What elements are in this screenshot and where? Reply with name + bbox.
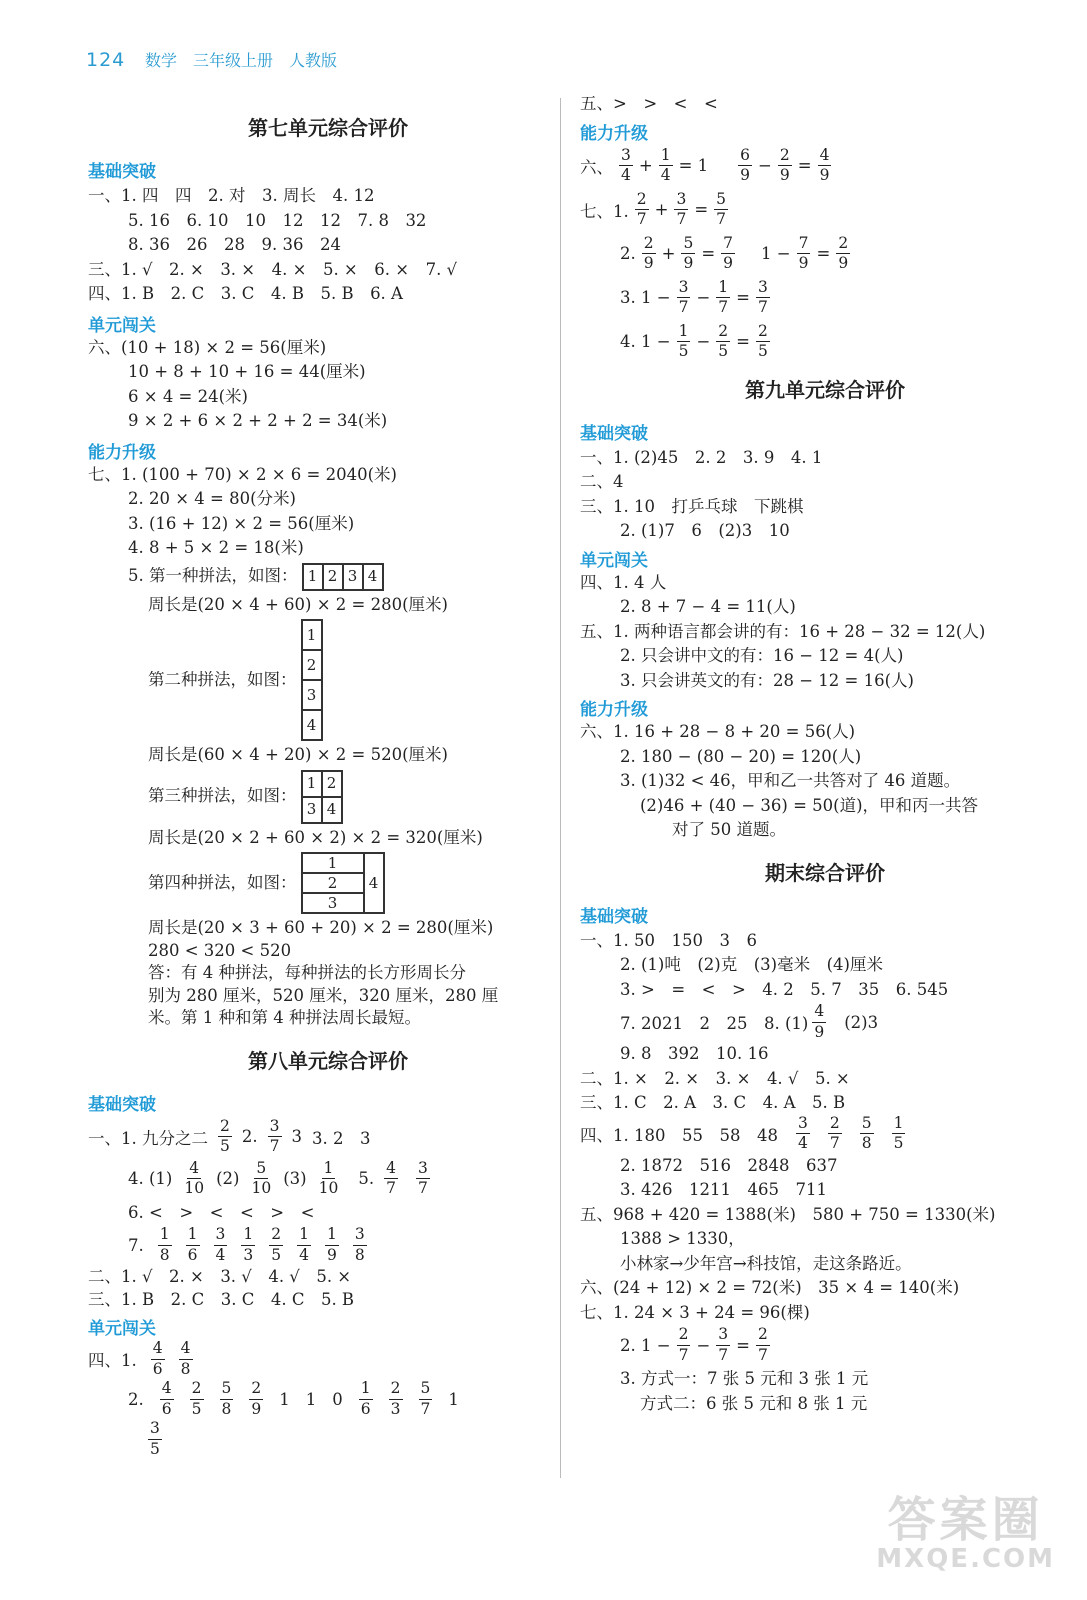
way4-label: 第四种拼法，如图： [148,872,297,892]
u7-line: 3. (16 + 12) × 2 = 56(厘米) [128,513,355,533]
perimeter-line: 周长是(60 × 4 + 20) × 2 = 520(厘米) [148,745,448,764]
book-breadcrumb: 数学 三年级上册 人教版 [145,51,338,70]
r-seven-4 [580,321,1050,360]
fraction: $\frac{4}{6}$ [161,1379,172,1418]
way2-diagram [301,619,323,741]
u8-text: 3 [291,1127,302,1146]
watermark-logo: 答案圈 [887,1492,1044,1548]
diagram-cell: 1 [302,853,364,873]
fraction: $\frac{5}{9}$ [683,233,694,272]
u9-line: 三、1. 10 打乒乓球 下跳棋 [580,496,804,516]
fraction: $\frac{2}{5}$ [757,321,768,360]
compare-line: 280 < 320 < 520 [148,940,292,960]
u8-q4: 4. (1) $\frac{4}{10}$ (2) $\frac{5}{10}$ (3) $\frac{1}{10}$ 5. $\frac{4}{7}$ $\frac{3}{7}$ [128,1158,428,1197]
fin-line: 六、(24 + 12) × 2 = 72(米) 35 × 4 = 140(米) [580,1278,960,1297]
fraction: $\frac{7}{9}$ [798,233,809,272]
fraction: $\frac{3}{7}$ [676,189,687,228]
section-base: 基础突破 [88,1094,156,1115]
fraction: $\frac{3}{5}$ [150,1419,160,1458]
r-text: 六、 [580,157,613,177]
fin-line: 2. 1872 516 2848 637 [620,1155,838,1175]
u7-line: 六、(10 + 18) × 2 = 56(厘米) [88,337,327,357]
column-divider [560,98,561,1478]
fraction: $\frac{1}{5}$ [678,321,689,360]
way1-row [88,563,548,591]
diagram-cell: 3 [302,680,322,710]
fraction: $\frac{1}{6}$ [187,1225,198,1264]
unit8-title: 第八单元综合评价 [248,1048,408,1073]
r-text: 2. [620,244,636,263]
u8-text: 1 [279,1389,290,1409]
diagram-cell: 4 [364,853,384,913]
fraction: $\frac{5}{8}$ [861,1113,872,1152]
fin-line: 三、1. C 2. A 3. C 4. A 5. B [580,1093,846,1112]
u8-text: (3) [283,1169,307,1188]
fraction: $\frac{2}{5}$ [220,1116,230,1155]
fraction: $\frac{3}{7}$ [269,1116,280,1155]
u9-line: 六、1. 16 + 28 − 8 + 20 = 56(人) [580,722,856,741]
r-text: = 1 [678,156,709,175]
fraction: $\frac{2}{5}$ [191,1379,202,1418]
fraction: $\frac{2}{7}$ [678,1325,689,1364]
fraction: $\frac{1}{9}$ [327,1225,337,1264]
fraction: $\frac{2}{5}$ [718,321,729,360]
section-ability: 能力升级 [88,442,156,463]
fin-q4 [580,1113,1050,1152]
fraction: $\frac{1}{3}$ [243,1225,254,1264]
diagram-cell: 1 [302,620,322,650]
fraction: $\frac{2}{9}$ [251,1379,262,1418]
fin-q7 [580,1004,1050,1040]
fraction: $\frac{2}{9}$ [779,145,790,184]
r-text: 1 − [761,244,791,263]
diagram-cell: 3 [343,564,363,590]
r-line: 五、> > < < [580,94,718,113]
fraction: $\frac{3}{7}$ [718,1325,729,1364]
section-unit: 单元闯关 [88,315,156,336]
fin-text: − [696,1335,711,1355]
diagram-cell: 4 [363,564,383,590]
u8-e4-3 [88,1421,548,1457]
watermark-url: MXQE.COM [876,1544,1055,1574]
u9-line: 一、1. (2)45 2. 2 3. 9 4. 1 [580,447,823,467]
r-text: 七、1. [580,201,629,221]
u8-text: 1 [448,1389,459,1409]
way2-label: 第二种拼法，如图： [148,669,297,689]
fin-text: = [736,1335,750,1355]
section-base: 基础突破 [580,906,648,927]
fin-line: 七、1. 24 × 3 + 24 = 96(棵) [580,1302,810,1322]
fraction: $\frac{3}{8}$ [354,1225,365,1264]
u8-e4 [88,1341,548,1377]
r-seven-1 [580,189,1050,228]
u7-line: 8. 36 26 28 9. 36 24 [128,235,341,254]
u7-line: 4. 8 + 5 × 2 = 18(米) [128,538,304,557]
u9-line: 3. 只会讲英文的有：28 − 12 = 16(人) [620,670,914,690]
u7-line: 5. 16 6. 10 10 12 12 7. 8 32 [128,210,427,230]
u9-line: 四、1. 4 人 [580,572,667,592]
u7-line: 2. 20 × 4 = 80(分米) [128,489,296,508]
fraction: $\frac{1}{4}$ [660,145,671,184]
diagram-cell: 4 [302,710,322,740]
fraction: $\frac{1}{4}$ [299,1225,309,1264]
u8-q6: 6. < > < < > < [128,1202,315,1222]
r-text: − [696,288,711,307]
perimeter-line: 周长是(20 × 2 + 60 × 2) × 2 = 320(厘米) [148,827,483,847]
u9-line: 五、1. 两种语言都会讲的有：16 + 28 − 32 = 12(人) [580,621,986,641]
fraction: $\frac{2}{7}$ [636,189,647,228]
unit7-title: 第七单元综合评价 [248,116,408,140]
u9-line: 对了 50 道题。 [672,820,786,839]
section-unit: 单元闯关 [88,1319,156,1339]
r-text: − [696,332,711,351]
fraction: $\frac{4}{8}$ [180,1339,191,1378]
r-text: 4. 1 − [620,332,671,351]
u7-line: 七、1. (100 + 70) × 2 × 6 = 2040(米) [88,464,397,484]
fraction: $\frac{5}{10}$ [251,1158,272,1197]
fraction: $\frac{5}{8}$ [221,1379,232,1418]
section-ability: 能力升级 [580,123,648,144]
diagram-cell: 3 [302,893,364,913]
r-text: + [638,156,653,175]
fin-q7-2 [580,1327,1050,1363]
r-text: + [661,244,676,263]
fin-line: 方式二：6 张 5 元和 8 张 1 元 [640,1393,868,1413]
u7-line: 6 × 4 = 24(米) [128,386,248,406]
fraction: $\frac{1}{10}$ [318,1158,339,1197]
r-text: 3. 1 − [620,288,671,307]
u8-q1 [88,1116,548,1155]
r-text: = [694,200,709,219]
fraction: $\frac{1}{6}$ [360,1379,371,1418]
fin-line: 3. 方式一：7 张 5 元和 3 张 1 元 [620,1369,869,1388]
fraction: $\frac{1}{5}$ [893,1113,904,1152]
fraction: $\frac{5}{7}$ [716,189,727,228]
fraction: $\frac{3}{4}$ [621,145,631,184]
unit9-title: 第九单元综合评价 [745,377,905,402]
r-seven-3 [580,277,1050,316]
fraction: $\frac{4}{6}$ [152,1339,163,1378]
u9-line: 2. 8 + 7 − 4 = 11(人) [620,597,796,616]
way1-diagram [302,563,384,591]
way4-row [88,852,548,914]
u9-line: 2. (1)7 6 (2)3 10 [620,521,790,540]
fraction: $\frac{4}{10}$ [184,1158,205,1197]
fraction: $\frac{3}{4}$ [797,1113,808,1152]
way2-row [88,619,548,741]
u7-line: 四、1. B 2. C 3. C 4. B 5. B 6. A [88,284,403,303]
answer-line: 米。第 1 种和第 4 种拼法周长最短。 [148,1008,421,1027]
fraction: $\frac{3}{7}$ [678,277,689,316]
fin-text: 2. 1 − [620,1335,671,1355]
section-ability: 能力升级 [580,700,648,720]
perimeter-line: 周长是(20 × 4 + 60) × 2 = 280(厘米) [148,594,448,614]
fraction: $\frac{4}{9}$ [819,145,830,184]
r-text: = [736,288,750,307]
u7-line: 一、1. 四 四 2. 对 3. 周长 4. 12 [88,186,375,205]
fin-line: 一、1. 50 150 3 6 [580,930,757,950]
u8-text: 四、1. [88,1351,137,1370]
u7-line: 9 × 2 + 6 × 2 + 2 + 2 = 34(米) [128,411,388,430]
fraction: $\frac{3}{7}$ [757,277,768,316]
fraction: $\frac{6}{9}$ [740,145,751,184]
u8-text: 0 [332,1389,343,1409]
fraction: $\frac{2}{5}$ [271,1225,282,1264]
diagram-cell: 4 [322,797,342,823]
fraction: $\frac{4}{9}$ [814,1002,825,1041]
fraction: $\frac{2}{9}$ [643,233,654,272]
fin-line: 2. (1)吨 (2)克 (3)毫米 (4)厘米 [620,955,883,974]
answer-line: 别为 280 厘米，520 厘米，320 厘米，280 厘 [148,985,499,1005]
fraction: $\frac{2}{3}$ [390,1379,401,1418]
u8-text: 1 [305,1389,317,1409]
u8-text: 4. (1) [128,1169,173,1188]
perimeter-line: 周长是(20 × 3 + 60 + 20) × 2 = 280(厘米) [148,918,494,937]
section-unit: 单元闯关 [580,550,648,571]
u7-line: 三、1. √ 2. × 3. × 4. × 5. × 6. × 7. √ [88,259,458,279]
final-title: 期末综合评价 [765,860,885,885]
r-text: = [797,156,812,175]
u9-line: 2. 只会讲中文的有：16 − 12 = 4(人) [620,646,904,665]
diagram-cell: 2 [302,650,322,680]
section-base: 基础突破 [88,162,156,182]
diagram-cell: 2 [323,564,343,590]
u8-q7 [88,1227,548,1263]
u8-text: 7. [128,1235,144,1255]
u9-line: (2)46 + (40 − 36) = 50(道)，甲和丙一共答 [640,795,979,815]
u9-line: 2. 180 − (80 − 20) = 120(人) [620,746,862,766]
right-column [580,96,1050,1412]
fin-line: 五、968 + 420 = 1388(米) 580 + 750 = 1330(米) [580,1204,996,1224]
u8-text: (2) [216,1169,240,1188]
u8-text: 3. 2 3 [312,1128,371,1148]
left-column [88,96,548,1457]
fin-line: 3. 426 1211 465 711 [620,1180,827,1199]
fraction: $\frac{7}{9}$ [723,233,734,272]
r-six [580,145,1050,184]
u7-line: 10 + 8 + 10 + 16 = 44(厘米) [128,362,366,381]
fin-text: 四、1. 180 55 58 48 [580,1125,778,1145]
r-text: = [736,332,750,351]
fin-line: 小林家→少年宫→科技馆，走这条路近。 [620,1253,912,1273]
fraction: $\frac{3}{4}$ [215,1225,226,1264]
way4-diagram [301,852,385,914]
diagram-cell: 1 [302,771,322,797]
u8-text: 2. [128,1389,144,1409]
page-header [86,48,337,71]
fraction: $\frac{2}{7}$ [829,1113,840,1152]
way1-label: 5. 第一种拼法，如图： [128,566,298,586]
diagram-cell: 2 [302,873,364,893]
way3-row [88,770,548,824]
answer-line: 答：有 4 种拼法，每种拼法的长方形周长分 [148,963,466,982]
u8-line: 三、1. B 2. C 3. C 4. C 5. B [88,1289,355,1309]
fin-text: (2)3 [844,1012,879,1032]
fraction: $\frac{5}{7}$ [420,1379,431,1418]
u8-text: 2. [241,1127,258,1146]
u8-line: 二、1. √ 2. × 3. √ 4. √ 5. × [88,1267,352,1286]
diagram-cell: 2 [322,771,342,797]
fraction: $\frac{1}{7}$ [718,277,729,316]
u9-line: 二、4 [580,472,624,491]
diagram-cell: 1 [303,564,323,590]
r-text: − [758,156,772,175]
fin-line: 9. 8 392 10. 16 [620,1044,769,1063]
fin-line: 1388 > 1330， [620,1229,745,1248]
fin-line: 二、1. × 2. × 3. × 4. √ 5. × [580,1068,850,1088]
page-number: 124 [86,49,126,71]
fraction: $\frac{2}{7}$ [757,1325,768,1364]
section-base: 基础突破 [580,423,648,444]
fin-line: 3. > = < > 4. 2 5. 7 35 6. 545 [620,979,949,999]
r-seven-2 [580,233,1050,272]
fin-text: 7. 2021 2 25 8. (1) [620,1014,809,1033]
way3-diagram [301,770,343,824]
r-text: = [816,244,831,263]
way3-label: 第三种拼法，如图： [148,786,297,806]
diagram-cell: 3 [302,797,322,823]
u8-text: 一、1. 九分之二 [88,1128,208,1148]
watermark [876,1481,1055,1574]
u9-line: 3. (1)32 < 46，甲和乙一共答对了 46 道题。 [620,771,961,790]
u8-e4-2 [88,1381,548,1417]
r-text: + [654,200,669,219]
fraction: $\frac{1}{8}$ [159,1225,170,1264]
fraction: $\frac{4}{7}$ [386,1158,396,1197]
r-text: = [701,244,716,263]
fraction: $\frac{3}{7}$ [417,1158,428,1197]
fraction: $\frac{2}{9}$ [838,233,849,272]
